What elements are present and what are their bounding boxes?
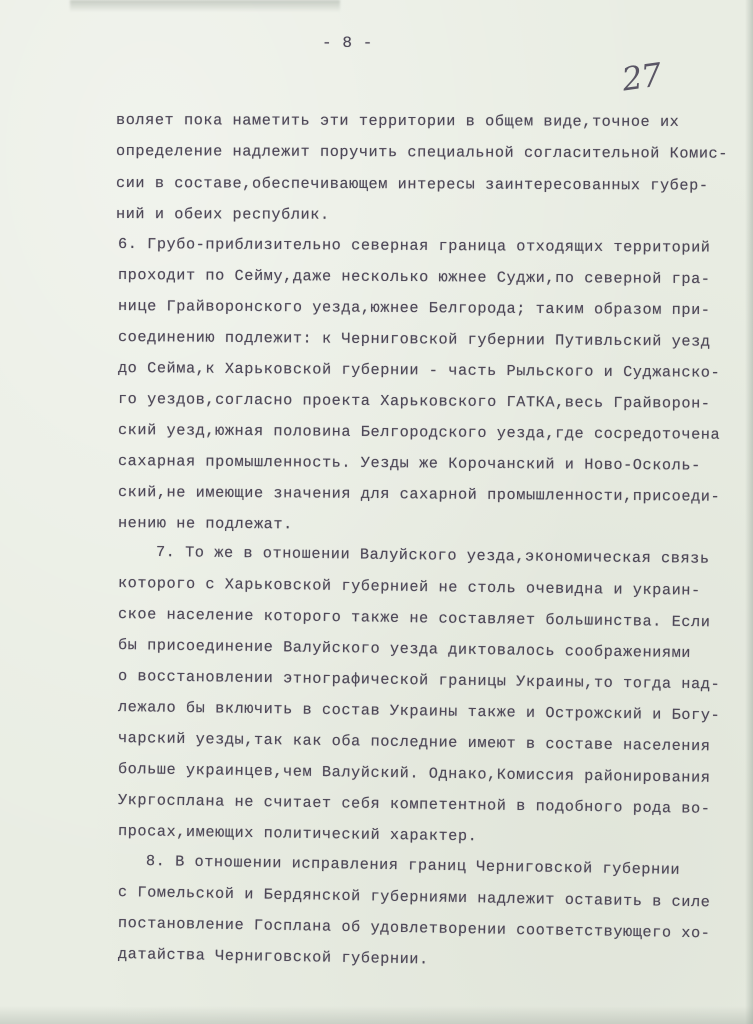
text-line: бы присоединение Валуйского уезда диктовалось соображениями <box>117 636 692 663</box>
text-line: просах,имеющих политический характер. <box>117 822 478 846</box>
text-line: до Сейма,к Харьковской губернии - часть Рыльского и Суджанско- <box>117 359 721 382</box>
text-line: проходит по Сейму,даже несколько южнее Суджи,по северной гра- <box>117 266 711 289</box>
text-line: ний и обеих республик. <box>115 205 330 224</box>
text-line: которого с Харьковской губернией не столь очевидна и украин- <box>117 574 701 600</box>
top-edge-shadow <box>70 0 340 12</box>
text-line: чарский уезды,так как оба последние имеют в составе населения <box>117 729 711 756</box>
text-line: 7. То же в отношении Валуйского уезда,экономическая связь <box>155 543 710 568</box>
text-line: сии в составе,обеспечивающем интересы заинтересованных губер- <box>115 174 709 195</box>
bottom-edge-shadow <box>0 1006 753 1024</box>
text-line: постановление Госплана об удовлетворении соответствующего хо- <box>117 914 711 943</box>
text-line: с Гомельской и Бердянской губерниями надлежит оставить в силе <box>117 883 711 912</box>
text-line: больше украинцев,чем Валуйский. Однако,Комиссия районирования <box>117 760 711 787</box>
page-number: - 8 - <box>322 34 374 52</box>
text-line: датайства Черниговской губернии. <box>117 945 429 969</box>
text-line: сахарная промышленность. Уезды же Корочанский и Ново-Осколь- <box>117 452 701 475</box>
text-line: 8. В отношении исправления границ Черниговской губернии <box>145 852 681 879</box>
text-line: ское население которого также не составляет большинства. Если <box>117 605 711 632</box>
text-line: нению не подлежат. <box>117 514 293 534</box>
text-line: нице Грайворонского уезда,южнее Белгорода; таким образом при- <box>117 297 711 320</box>
text-line: ский уезд,южная половина Белгородского уезда,где сосредоточена <box>117 421 721 444</box>
text-line: го уездов,согласно проекта Харьковского ГАТКА,весь Грайворон- <box>117 390 711 413</box>
text-line: ский,не имеющие значения для сахарной промышленности,присоеди- <box>117 483 721 506</box>
text-line: соединению подлежит: к Черниговской губернии Путивльский уезд <box>117 328 711 351</box>
text-line: определение надлежит поручить специальной согласительной Комис- <box>115 142 729 163</box>
text-line: 6. Грубо-приблизительно северная граница отходящих территорий <box>117 235 711 257</box>
text-line: воляет пока наметить эти территории в общем виде,точное их <box>115 111 680 131</box>
text-line: о восстановлении этнографической границы Украины,то тогда над- <box>117 667 721 694</box>
text-line: Укргосплана не считает себя компетентной в подобного рода во- <box>117 791 711 818</box>
archive-handwritten-number: 27 <box>619 55 664 99</box>
right-edge-shadow <box>745 0 753 1024</box>
text-line: лежало бы включить в состав Украины также и Острожский и Богу- <box>117 698 721 725</box>
